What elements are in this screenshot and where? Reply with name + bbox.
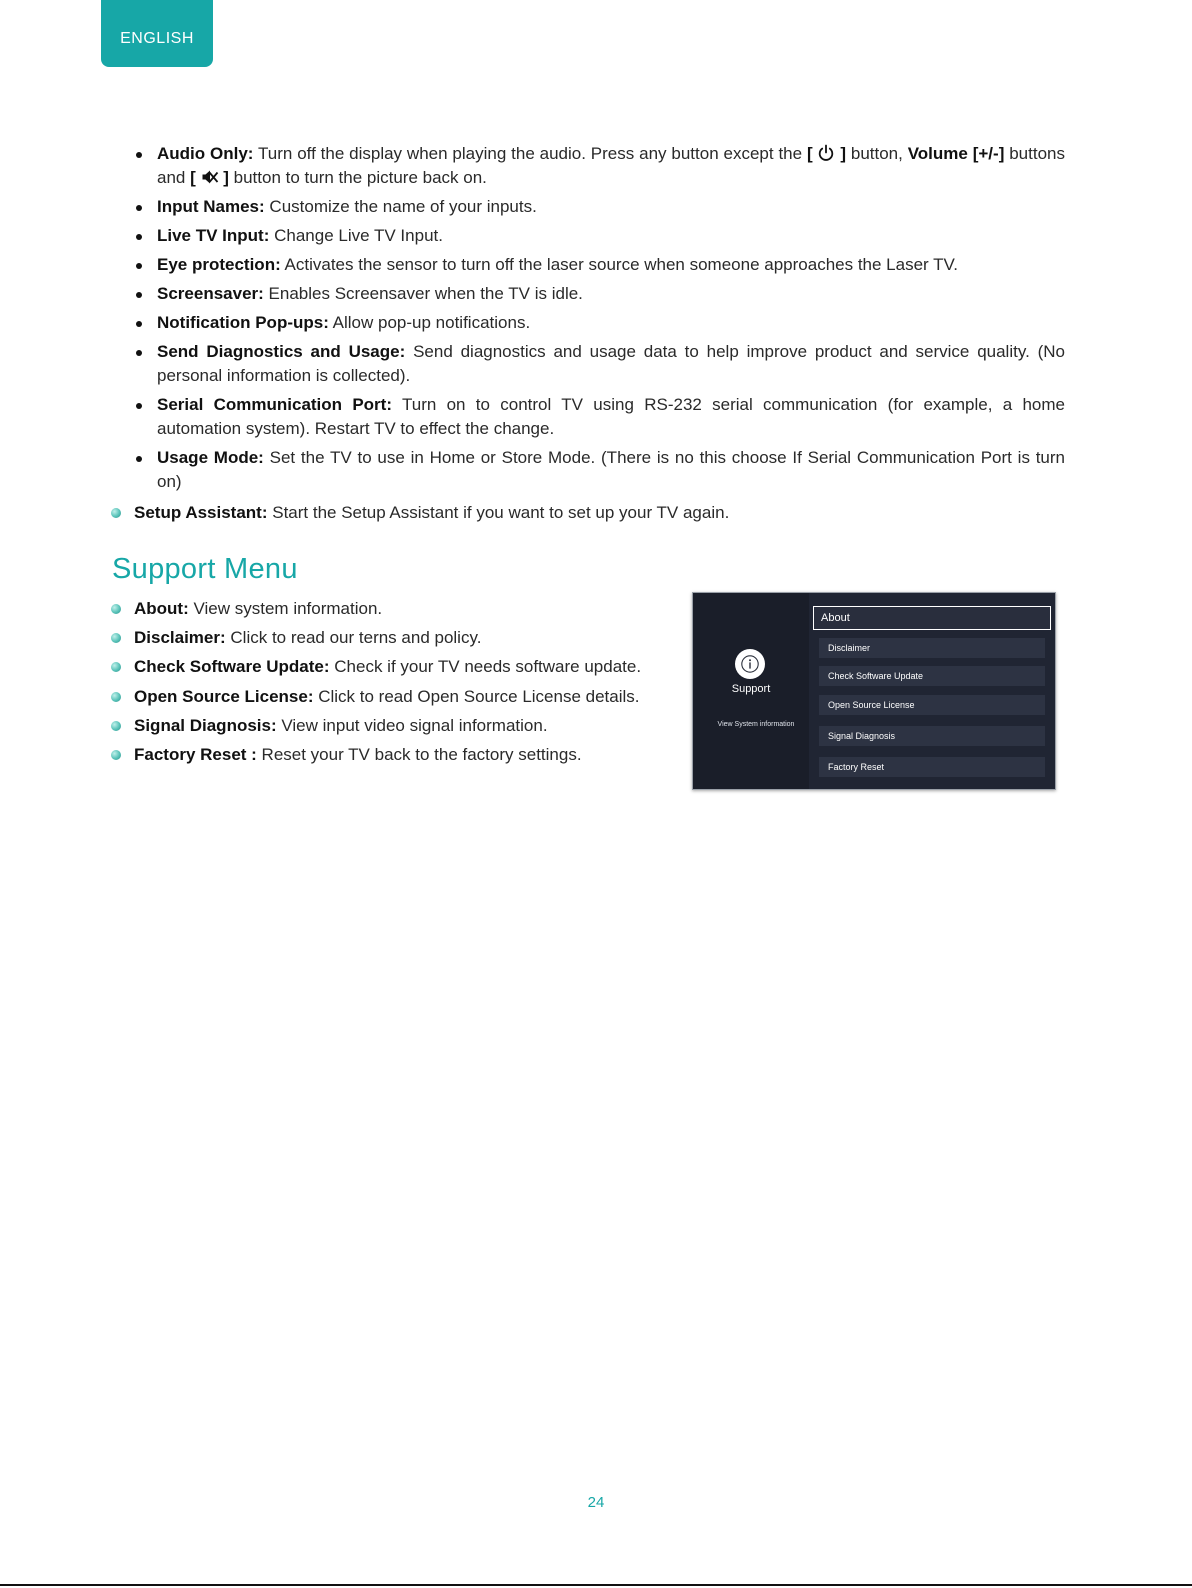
- bracket-open: [: [806, 144, 813, 163]
- description-text: Reset your TV back to the factory settings.: [256, 745, 582, 764]
- description-text: Check if your TV needs software update.: [329, 657, 642, 676]
- description-text: Allow pop-up notifications.: [328, 313, 531, 332]
- bullet-dot: [136, 403, 142, 409]
- bracket-open: [: [190, 168, 196, 187]
- list-item-screensaver: [135, 282, 1065, 306]
- term-label: Check Software Update:: [134, 657, 330, 676]
- list-item-notification-popups: [135, 311, 1065, 335]
- tv-menu-item-check-software-update[interactable]: Check Software Update: [819, 666, 1045, 686]
- list-item-usage-mode: [135, 446, 1065, 494]
- description-text: Turn on to control TV using RS-232 serial communication (for example, a home automation system). Restart TV to effect the change.: [157, 395, 1065, 438]
- bottom-rule: [0, 1584, 1192, 1586]
- page-number: 24: [587, 1494, 605, 1511]
- teal-bullet-icon: [111, 692, 121, 702]
- term-label: Live TV Input:: [157, 226, 270, 245]
- teal-bullet-icon: [111, 508, 121, 518]
- teal-bullet-icon: [111, 721, 121, 731]
- term-label: Factory Reset :: [134, 745, 257, 764]
- teal-bullet-icon: [111, 604, 121, 614]
- list-item-about: [111, 597, 382, 621]
- term-label: Notification Pop-ups:: [157, 313, 329, 332]
- list-item-setup-assistant: [111, 501, 729, 525]
- teal-bullet-icon: [111, 633, 121, 643]
- description-text: Click to read Open Source License details.: [313, 687, 640, 706]
- sub-settings-list: [135, 142, 1065, 499]
- language-tab: ENGLISH: [101, 0, 213, 67]
- bullet-dot: [136, 292, 142, 298]
- bullet-dot: [136, 234, 142, 240]
- bracket-close: ]: [223, 168, 229, 187]
- bullet-dot: [136, 205, 142, 211]
- tv-support-screenshot: [692, 592, 1056, 790]
- description-text: View input video signal information.: [276, 716, 548, 735]
- list-item-serial-port: [135, 393, 1065, 441]
- info-icon: [735, 649, 765, 679]
- description-text: Change Live TV Input.: [269, 226, 443, 245]
- term-label: Disclaimer:: [134, 628, 226, 647]
- description-text: button,: [846, 144, 908, 163]
- description-text: Activates the sensor to turn off the laser source when someone approaches the Laser TV.: [280, 255, 959, 274]
- term-label: Screensaver:: [157, 284, 264, 303]
- bullet-dot: [136, 456, 142, 462]
- term-label: Signal Diagnosis:: [134, 716, 277, 735]
- bullet-dot: [136, 263, 142, 269]
- tv-menu-item-factory-reset[interactable]: Factory Reset: [819, 757, 1045, 777]
- term-label: Usage Mode:: [157, 448, 264, 467]
- term-label: Open Source License:: [134, 687, 314, 706]
- tv-menu-item-open-source-license[interactable]: Open Source License: [819, 695, 1045, 715]
- list-item-audio-only: [135, 142, 1065, 190]
- tv-support-description: View System information: [717, 721, 795, 728]
- bullet-dot: [136, 321, 142, 327]
- teal-bullet-icon: [111, 662, 121, 672]
- term-label: Setup Assistant:: [134, 503, 268, 522]
- description-text: Send diagnostics and usage data to help improve product and service quality. (No personal information is collected).: [157, 342, 1065, 385]
- description-text: Start the Setup Assistant if you want to set up your TV again.: [267, 503, 730, 522]
- bullet-dot: [136, 152, 142, 158]
- list-item-factory-reset: [111, 743, 582, 767]
- description-text: Enables Screensaver when the TV is idle.: [263, 284, 583, 303]
- tv-menu-item-disclaimer[interactable]: Disclaimer: [819, 638, 1045, 658]
- description-text: Turn off the display when playing the audio. Press any button except the: [253, 144, 807, 163]
- list-item-input-names: [135, 195, 1065, 219]
- term-label: Eye protection:: [157, 255, 281, 274]
- list-item-check-software-update: [111, 655, 641, 679]
- list-item-disclaimer: [111, 626, 481, 650]
- list-item-live-tv-input: [135, 224, 1065, 248]
- tv-menu-item-signal-diagnosis[interactable]: Signal Diagnosis: [819, 726, 1045, 746]
- tv-menu-item-about[interactable]: About: [813, 606, 1051, 630]
- bracket-close: ]: [840, 144, 847, 163]
- term-label: Input Names:: [157, 197, 265, 216]
- description-text: button to turn the picture back on.: [228, 168, 487, 187]
- term-label: Serial Communication Port:: [157, 395, 392, 414]
- power-icon: [817, 144, 835, 162]
- mute-icon: [201, 168, 219, 186]
- list-item-eye-protection: [135, 253, 1065, 277]
- list-item-signal-diagnosis: [111, 714, 548, 738]
- term-label: Audio Only:: [157, 144, 254, 163]
- description-text: buttons and: [157, 144, 1065, 187]
- teal-bullet-icon: [111, 750, 121, 760]
- list-item-open-source-license: [111, 685, 640, 709]
- description-text: Customize the name of your inputs.: [264, 197, 537, 216]
- term-label: About:: [134, 599, 189, 618]
- description-text: View system information.: [188, 599, 383, 618]
- term-label: Send Diagnostics and Usage:: [157, 342, 406, 361]
- section-title: Support Menu: [112, 553, 298, 585]
- term-label-volume: Volume [+/-]: [907, 144, 1005, 163]
- bullet-dot: [136, 350, 142, 356]
- list-item-send-diagnostics: [135, 340, 1065, 388]
- description-text: Click to read our terns and policy.: [225, 628, 482, 647]
- description-text: Set the TV to use in Home or Store Mode. (There is no this choose If Serial Communication Port is turn on): [157, 448, 1066, 491]
- tv-support-label: Support: [731, 683, 771, 695]
